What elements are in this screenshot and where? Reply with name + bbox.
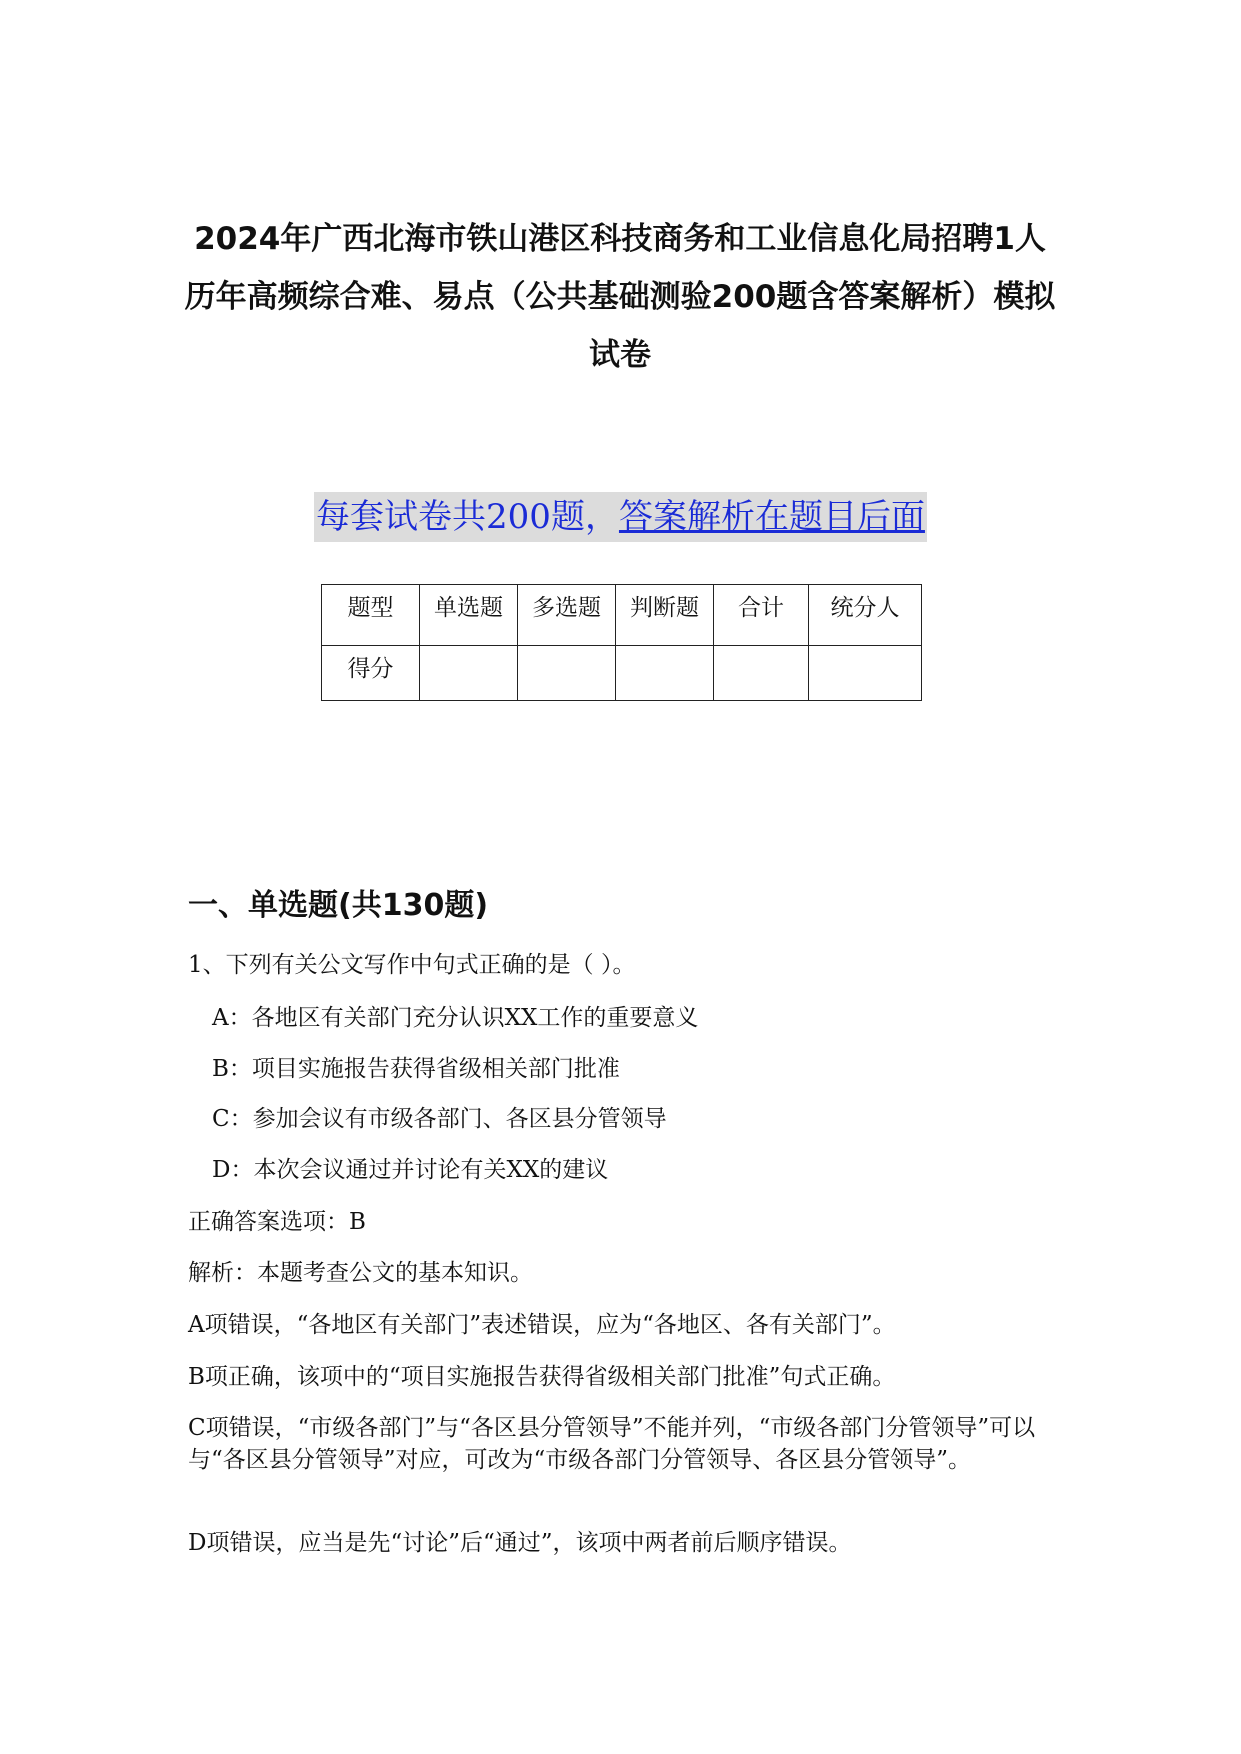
score-header-judge: 判断题 (616, 585, 714, 646)
score-table (321, 584, 922, 701)
option-d: D：本次会议通过并讨论有关XX的建议 (212, 1157, 609, 1183)
score-header-total: 合计 (714, 585, 809, 646)
answer-line: 正确答案选项：B (188, 1209, 366, 1235)
analysis-intro: 解析：本题考查公文的基本知识。 (188, 1260, 533, 1286)
analysis-a: A项错误，“各地区有关部门”表述错误，应为“各地区、各有关部门”。 (188, 1312, 896, 1338)
analysis-c: C项错误，“市级各部门”与“各区县分管领导”不能并列，“市级各部门分管领导”可以与“各区县分管领导”对应，可改为“市级各部门分管领导、各区县分管领导”。 (188, 1415, 1036, 1473)
document-title: 2024年广西北海市铁山港区科技商务和工业信息化局招聘1人历年高频综合难、易点（公共基础测验200题含答案解析）模拟试卷 (184, 221, 1056, 373)
section-heading: 一、单选题(共130题) (188, 888, 489, 923)
option-b: B：项目实施报告获得省级相关部门批准 (212, 1056, 620, 1082)
score-header-multi: 多选题 (518, 585, 616, 646)
analysis-d: D项错误，应当是先“讨论”后“通过”，该项中两者前后顺序错误。 (188, 1530, 852, 1556)
score-header-single: 单选题 (420, 585, 518, 646)
question-stem: 1、下列有关公文写作中句式正确的是（ ）。 (188, 952, 636, 978)
score-cell-total[interactable] (714, 646, 809, 701)
subtitle-banner (314, 492, 927, 542)
score-header-type: 题型 (322, 585, 420, 646)
analysis-b: B项正确，该项中的“项目实施报告获得省级相关部门批准”句式正确。 (188, 1364, 896, 1390)
score-row-label: 得分 (322, 646, 420, 701)
option-c: C：参加会议有市级各部门、各区县分管领导 (212, 1106, 667, 1132)
score-cell-multi[interactable] (518, 646, 616, 701)
subtitle-part1: 每套试卷共200题， (316, 497, 619, 537)
option-a: A：各地区有关部门充分认识XX工作的重要意义 (212, 1005, 699, 1031)
score-cell-scorer[interactable] (809, 646, 922, 701)
score-cell-judge[interactable] (616, 646, 714, 701)
subtitle-link[interactable]: 答案解析在题目后面 (618, 497, 925, 537)
score-cell-single[interactable] (420, 646, 518, 701)
score-header-scorer: 统分人 (809, 585, 922, 646)
